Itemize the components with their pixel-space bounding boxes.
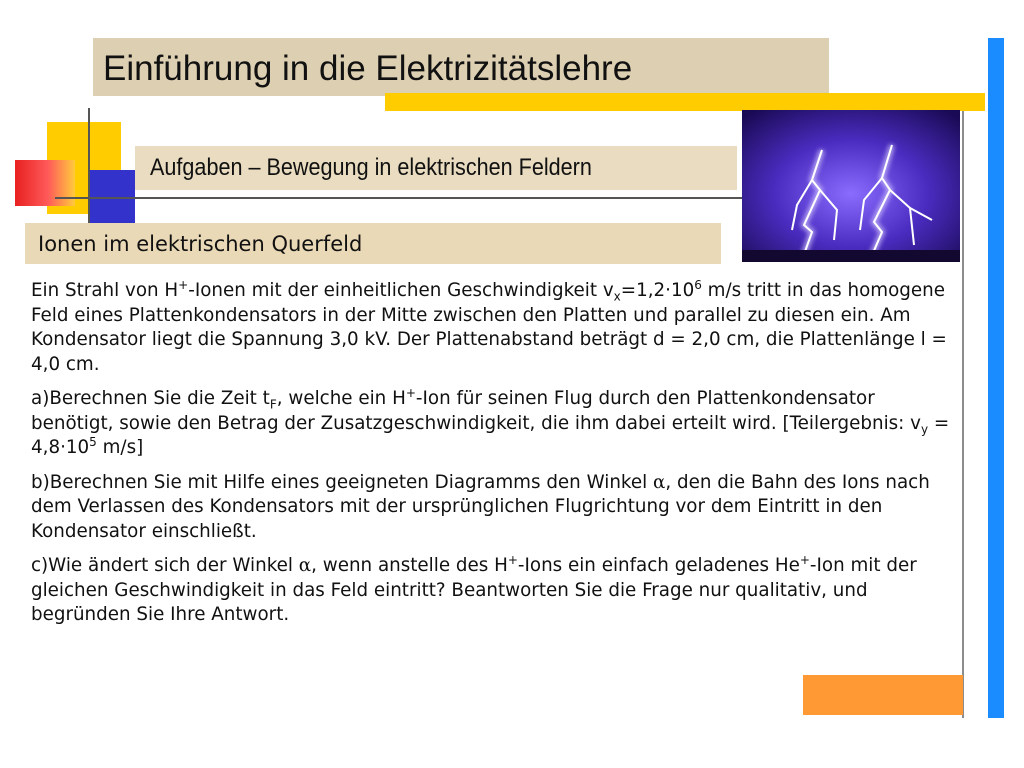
decor-orange-block	[803, 675, 963, 715]
page-title: Einführung in die Elektrizitätslehre	[103, 49, 633, 88]
task-intro	[31, 279, 951, 377]
superscript: +	[799, 552, 810, 567]
superscript: +	[405, 385, 416, 400]
page-subtitle: Aufgaben – Bewegung in elektrischen Feldern	[150, 154, 592, 181]
subscript: x	[613, 289, 621, 304]
text-fragment: -Ionen mit der einheitlichen Geschwindigkeit v	[188, 280, 614, 301]
superscript: 6	[694, 277, 702, 292]
text-fragment: , wenn anstelle des H	[311, 555, 508, 576]
text-fragment: a)Berechnen Sie die Zeit t	[31, 388, 270, 409]
task-part-a	[31, 387, 951, 461]
superscript: +	[507, 552, 518, 567]
text-fragment: , welche ein H	[276, 388, 406, 409]
text-fragment: = 4,8·10	[31, 412, 950, 458]
superscript: 5	[89, 434, 97, 449]
lightning-image	[742, 110, 960, 262]
subscript: F	[269, 397, 277, 412]
decor-red-gradient	[15, 160, 75, 206]
section-heading: Ionen im elektrischen Querfeld	[38, 232, 363, 256]
text-fragment: =1,2·10	[620, 280, 695, 301]
subscript: y	[920, 422, 929, 437]
decor-title-yellow-bar	[385, 93, 985, 111]
text-fragment: -Ion für seinen Flug durch den Plattenkondensator benötigt, sowie den Betrag der Zusatzgeschwindigkeit, die ihm dabei erteilt wird. [Teilergebnis: v	[31, 388, 921, 434]
text-fragment: m/s tritt in das homogene Feld eines Plattenkondensators in der Mitte zwischen den Platten und parallel zu diesen ein. Am Kondensator liegt die Spannung 3,0 kV. Der Plattenabstand beträgt d = 2,0 cm, die Plattenlänge l = 4,0 cm.	[31, 280, 947, 375]
text-fragment: Ein Strahl von H	[31, 280, 179, 301]
task-part-b	[31, 471, 951, 545]
task-body	[31, 279, 951, 638]
decor-horizontal-line	[55, 197, 755, 199]
decor-right-grey-line	[962, 108, 964, 718]
alpha-symbol: α	[652, 471, 666, 493]
decor-vertical-line	[88, 108, 90, 228]
alpha-symbol: α	[298, 555, 312, 576]
text-fragment: c)Wie ändert sich der Winkel	[31, 555, 299, 576]
text-fragment: -Ion mit der gleichen Geschwindigkeit in das Feld eintritt? Beantworten Sie die Frage nur qualitativ, und begründen Sie Ihre Antwort.	[31, 555, 917, 625]
text-fragment: -Ions ein einfach geladenes He	[517, 555, 800, 576]
text-fragment: m/s]	[96, 437, 144, 458]
decor-right-blue-bar	[988, 38, 1004, 718]
text-fragment: b)Berechnen Sie mit Hilfe eines geeigneten Diagramms den Winkel	[31, 471, 653, 493]
task-part-c	[31, 554, 951, 628]
text-fragment: , den die Bahn des Ions nach dem Verlassen des Kondensators mit der ursprünglichen Flugrichtung vor dem Eintritt in den Kondensator einschließt.	[31, 471, 930, 542]
superscript: +	[178, 277, 189, 292]
